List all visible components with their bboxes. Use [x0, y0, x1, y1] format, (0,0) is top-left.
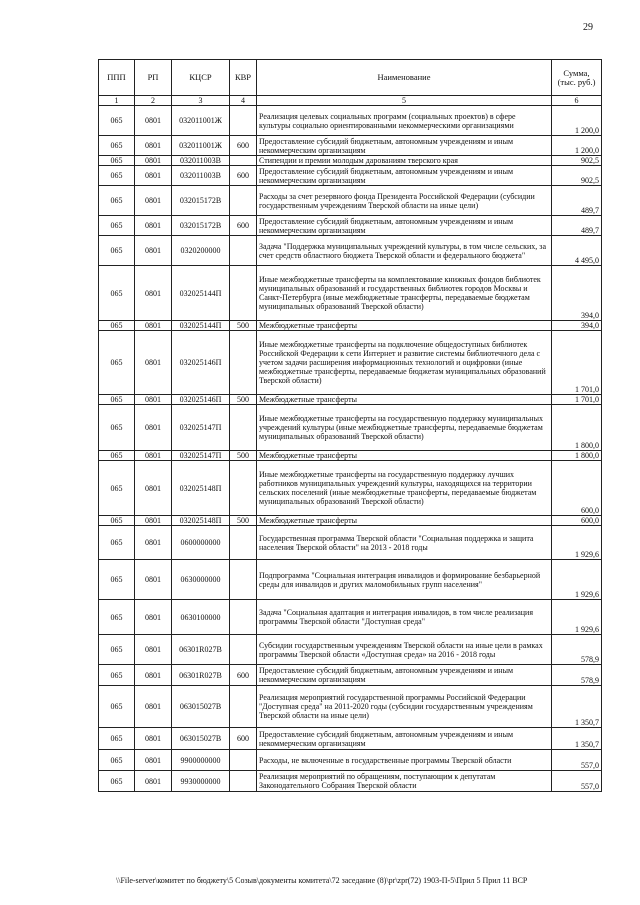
- table-row: [99, 686, 602, 728]
- cell-sum: 489,7: [552, 186, 602, 216]
- cell-sum: 1 800,0: [552, 405, 602, 451]
- cell-kvr: [230, 156, 257, 166]
- header-rp: РП: [135, 60, 172, 96]
- table-row: [99, 516, 602, 526]
- cell-kvr: [230, 236, 257, 266]
- cell-kcsr: 9930000000: [172, 771, 230, 792]
- cell-name: Реализация мероприятий по обращениям, поступающим к депутатам Законодательного Собрания Тверской области: [257, 771, 552, 792]
- cell-name: Задача "Поддержка муниципальных учреждений культуры, в том числе сельских, за счет средств областного бюджета Тверской области и федерального бюджета": [257, 236, 552, 266]
- cell-kvr: [230, 635, 257, 665]
- cell-kvr: [230, 331, 257, 395]
- cell-name: Подпрограмма "Социальная интеграция инвалидов и формирование безбарьерной среды для инвалидов и других маломобильных групп населения": [257, 560, 552, 600]
- cell-rp: 0801: [135, 395, 172, 405]
- cell-rp: 0801: [135, 451, 172, 461]
- cell-sum: 1 200,0: [552, 106, 602, 136]
- cell-name: Иные межбюджетные трансферты на государственную поддержку муниципальных учреждений культуры (иные межбюджетные трансферты, передаваемые бюджетам муниципальных образований Тверской области): [257, 405, 552, 451]
- cell-sum: 600,0: [552, 516, 602, 526]
- column-number-row: [99, 96, 602, 106]
- table-row: [99, 186, 602, 216]
- header-kcsr: КЦСР: [172, 60, 230, 96]
- cell-kcsr: 032015172В: [172, 186, 230, 216]
- cell-rp: 0801: [135, 236, 172, 266]
- table-row: [99, 236, 602, 266]
- cell-sum: 557,0: [552, 771, 602, 792]
- table-row: [99, 728, 602, 750]
- cell-ppp: 065: [99, 771, 135, 792]
- column-number: 4: [230, 96, 257, 106]
- cell-sum: 394,0: [552, 266, 602, 321]
- cell-rp: 0801: [135, 216, 172, 236]
- column-number: 5: [257, 96, 552, 106]
- table-row: [99, 526, 602, 560]
- cell-kcsr: 032025144П: [172, 266, 230, 321]
- cell-name: Предоставление субсидий бюджетным, автономным учреждениям и иным некоммерческим организациям: [257, 136, 552, 156]
- table-row: [99, 166, 602, 186]
- table-row: [99, 750, 602, 771]
- cell-kvr: [230, 750, 257, 771]
- table-row: [99, 405, 602, 451]
- cell-sum: 1 350,7: [552, 686, 602, 728]
- table-row: [99, 331, 602, 395]
- table-row: [99, 395, 602, 405]
- cell-rp: 0801: [135, 186, 172, 216]
- cell-kcsr: 063015027В: [172, 728, 230, 750]
- cell-kvr: 500: [230, 451, 257, 461]
- column-number: 2: [135, 96, 172, 106]
- cell-sum: 578,9: [552, 665, 602, 686]
- cell-sum: 1 200,0: [552, 136, 602, 156]
- cell-sum: 1 701,0: [552, 331, 602, 395]
- cell-kvr: [230, 686, 257, 728]
- cell-kvr: [230, 461, 257, 516]
- cell-ppp: 065: [99, 405, 135, 451]
- cell-ppp: 065: [99, 166, 135, 186]
- cell-ppp: 065: [99, 236, 135, 266]
- cell-kcsr: 032025146П: [172, 331, 230, 395]
- cell-kcsr: 9900000000: [172, 750, 230, 771]
- table-row: [99, 266, 602, 321]
- table-row: [99, 560, 602, 600]
- cell-ppp: 065: [99, 216, 135, 236]
- cell-kcsr: 0630000000: [172, 560, 230, 600]
- column-number: 1: [99, 96, 135, 106]
- cell-ppp: 065: [99, 750, 135, 771]
- cell-rp: 0801: [135, 560, 172, 600]
- table-row: [99, 321, 602, 331]
- cell-name: Задача "Социальная адаптация и интеграция инвалидов, в том числе реализация программы Тверской области "Доступная среда": [257, 600, 552, 635]
- cell-kvr: [230, 600, 257, 635]
- cell-name: Расходы, не включенные в государственные программы Тверской области: [257, 750, 552, 771]
- cell-kvr: 600: [230, 166, 257, 186]
- cell-rp: 0801: [135, 136, 172, 156]
- table-row: [99, 635, 602, 665]
- cell-name: Межбюджетные трансферты: [257, 321, 552, 331]
- cell-rp: 0801: [135, 156, 172, 166]
- cell-name: Стипендии и премии молодым дарованиям тверского края: [257, 156, 552, 166]
- cell-kvr: [230, 526, 257, 560]
- cell-kvr: 600: [230, 216, 257, 236]
- cell-sum: 1 929,6: [552, 560, 602, 600]
- cell-ppp: 065: [99, 516, 135, 526]
- header-name: Наименование: [257, 60, 552, 96]
- cell-name: Субсидии государственным учреждениям Тверской области на иные цели в рамках программы Тверской области «Доступная среда» на 2016 - 2018 годы: [257, 635, 552, 665]
- cell-rp: 0801: [135, 405, 172, 451]
- cell-kcsr: 032011003В: [172, 166, 230, 186]
- cell-ppp: 065: [99, 600, 135, 635]
- cell-ppp: 065: [99, 106, 135, 136]
- cell-kvr: 600: [230, 728, 257, 750]
- cell-kcsr: 032025147П: [172, 451, 230, 461]
- cell-kvr: 500: [230, 395, 257, 405]
- cell-rp: 0801: [135, 526, 172, 560]
- cell-sum: 578,9: [552, 635, 602, 665]
- header-kvr: КВР: [230, 60, 257, 96]
- cell-name: Государственная программа Тверской области "Социальная поддержка и защита населения Тверской области" на 2013 - 2018 годы: [257, 526, 552, 560]
- cell-kcsr: 032011003В: [172, 156, 230, 166]
- cell-rp: 0801: [135, 461, 172, 516]
- cell-ppp: 065: [99, 186, 135, 216]
- table-row: [99, 136, 602, 156]
- cell-rp: 0801: [135, 771, 172, 792]
- table-row: [99, 451, 602, 461]
- cell-kcsr: 06301R027В: [172, 665, 230, 686]
- cell-name: Реализация целевых социальных программ (социальных проектов) в сфере культуры социально ориентированными некоммерческими организациями: [257, 106, 552, 136]
- table-row: [99, 461, 602, 516]
- cell-kcsr: 032011001Ж: [172, 136, 230, 156]
- cell-kcsr: 032011001Ж: [172, 106, 230, 136]
- table-row: [99, 216, 602, 236]
- cell-kcsr: 0630100000: [172, 600, 230, 635]
- cell-kvr: 600: [230, 136, 257, 156]
- cell-name: Иные межбюджетные трансферты на подключение общедоступных библиотек Российской Федерации к сети Интернет и развитие системы библиотечного дела с учетом задачи расширения информационных технологий и оцифровки (иные межбюджетные трансферты, передаваемые бюджетам муниципальных образований Тверской области): [257, 331, 552, 395]
- cell-kcsr: 032025144П: [172, 321, 230, 331]
- cell-rp: 0801: [135, 635, 172, 665]
- file-path-footer: \\File-server\комитет по бюджету\5 Созыв\документы комитета\72 заседание (8)\pr\zpr(72) 1903-П-5\Прил 5 Прил 11 ВСР: [116, 876, 528, 885]
- cell-sum: 1 701,0: [552, 395, 602, 405]
- cell-rp: 0801: [135, 516, 172, 526]
- cell-name: Предоставление субсидий бюджетным, автономным учреждениям и иным некоммерческим организациям: [257, 216, 552, 236]
- cell-kcsr: 063015027В: [172, 686, 230, 728]
- cell-name: Предоставление субсидий бюджетным, автономным учреждениям и иным некоммерческим организациям: [257, 665, 552, 686]
- cell-ppp: 065: [99, 395, 135, 405]
- cell-kvr: [230, 405, 257, 451]
- header-ppp: ППП: [99, 60, 135, 96]
- cell-sum: 600,0: [552, 461, 602, 516]
- header-sum: Сумма, (тыс. руб.): [552, 60, 602, 96]
- cell-name: Предоставление субсидий бюджетным, автономным учреждениям и иным некоммерческим организациям: [257, 166, 552, 186]
- cell-name: Межбюджетные трансферты: [257, 395, 552, 405]
- cell-name: Реализация мероприятий государственной программы Российской Федерации "Доступная среда" на 2011-2020 годы (субсидии государственным учреждениям Тверской области на иные цели): [257, 686, 552, 728]
- cell-kcsr: 032025148П: [172, 461, 230, 516]
- cell-rp: 0801: [135, 665, 172, 686]
- cell-sum: 489,7: [552, 216, 602, 236]
- cell-ppp: 065: [99, 635, 135, 665]
- cell-ppp: 065: [99, 686, 135, 728]
- cell-kcsr: 032015172В: [172, 216, 230, 236]
- cell-sum: 1 350,7: [552, 728, 602, 750]
- cell-rp: 0801: [135, 106, 172, 136]
- cell-kcsr: 06301R027В: [172, 635, 230, 665]
- cell-kcsr: 032025147П: [172, 405, 230, 451]
- table-row: [99, 771, 602, 792]
- cell-ppp: 065: [99, 560, 135, 600]
- cell-ppp: 065: [99, 156, 135, 166]
- cell-sum: 394,0: [552, 321, 602, 331]
- cell-kvr: [230, 560, 257, 600]
- cell-rp: 0801: [135, 600, 172, 635]
- budget-table: [98, 59, 602, 792]
- cell-ppp: 065: [99, 266, 135, 321]
- table-row: [99, 600, 602, 635]
- table-header-row: [99, 60, 602, 96]
- cell-rp: 0801: [135, 686, 172, 728]
- cell-ppp: 065: [99, 728, 135, 750]
- cell-ppp: 065: [99, 665, 135, 686]
- cell-name: Межбюджетные трансферты: [257, 516, 552, 526]
- cell-kcsr: 032025146П: [172, 395, 230, 405]
- cell-sum: 4 495,0: [552, 236, 602, 266]
- cell-ppp: 065: [99, 321, 135, 331]
- table-row: [99, 156, 602, 166]
- cell-sum: 902,5: [552, 156, 602, 166]
- cell-kvr: [230, 186, 257, 216]
- page-number: 29: [583, 22, 593, 33]
- cell-ppp: 065: [99, 331, 135, 395]
- cell-name: Иные межбюджетные трансферты на государственную поддержку лучших работников муниципальных учреждений культуры, находящихся на территории сельских поселений (иные межбюджетные трансферты, передаваемые бюджетам муниципальных образований Тверской области): [257, 461, 552, 516]
- cell-sum: 902,5: [552, 166, 602, 186]
- cell-kvr: [230, 266, 257, 321]
- cell-ppp: 065: [99, 451, 135, 461]
- cell-rp: 0801: [135, 266, 172, 321]
- cell-kvr: 500: [230, 516, 257, 526]
- cell-sum: 1 800,0: [552, 451, 602, 461]
- cell-kcsr: 032025148П: [172, 516, 230, 526]
- cell-kcsr: 0320200000: [172, 236, 230, 266]
- cell-kcsr: 0600000000: [172, 526, 230, 560]
- cell-name: Иные межбюджетные трансферты на комплектование книжных фондов библиотек муниципальных образований и государственных библиотек городов Москвы и Санкт-Петербурга (иные межбюджетные трансферты, передаваемые бюджетам муниципальных образований Тверской области): [257, 266, 552, 321]
- cell-name: Предоставление субсидий бюджетным, автономным учреждениям и иным некоммерческим организациям: [257, 728, 552, 750]
- cell-kvr: 500: [230, 321, 257, 331]
- cell-sum: 1 929,6: [552, 600, 602, 635]
- table-row: [99, 106, 602, 136]
- cell-rp: 0801: [135, 750, 172, 771]
- cell-name: Расходы за счет резервного фонда Президента Российской Федерации (субсидии государственным учреждениям Тверской области на иные цели): [257, 186, 552, 216]
- column-number: 6: [552, 96, 602, 106]
- cell-ppp: 065: [99, 526, 135, 560]
- cell-sum: 557,0: [552, 750, 602, 771]
- cell-rp: 0801: [135, 321, 172, 331]
- table-row: [99, 665, 602, 686]
- cell-sum: 1 929,6: [552, 526, 602, 560]
- cell-name: Межбюджетные трансферты: [257, 451, 552, 461]
- cell-kvr: [230, 771, 257, 792]
- cell-kvr: 600: [230, 665, 257, 686]
- column-number: 3: [172, 96, 230, 106]
- cell-ppp: 065: [99, 136, 135, 156]
- cell-rp: 0801: [135, 728, 172, 750]
- cell-rp: 0801: [135, 331, 172, 395]
- cell-ppp: 065: [99, 461, 135, 516]
- cell-rp: 0801: [135, 166, 172, 186]
- cell-kvr: [230, 106, 257, 136]
